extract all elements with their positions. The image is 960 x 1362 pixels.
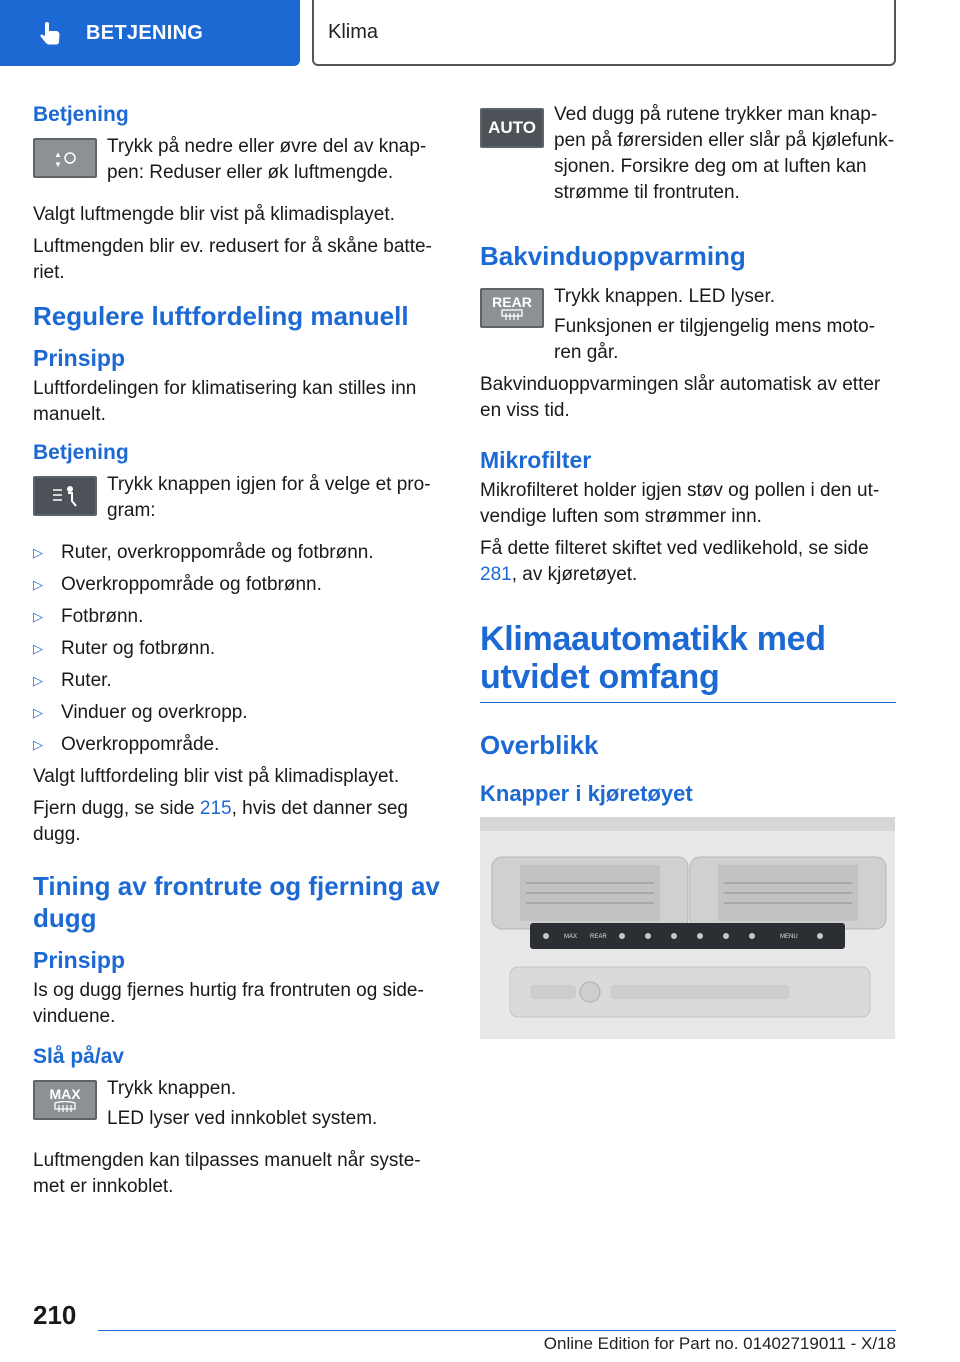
rear-defrost-button-icon: REAR xyxy=(480,288,544,328)
auto-row xyxy=(480,104,896,210)
chapter-tab xyxy=(312,0,896,66)
max-text-1: Trykk knappen. xyxy=(107,1078,237,1099)
page-number: 210 xyxy=(33,1300,77,1330)
heading-tining: Tining av frontrute og fjerning av dugg xyxy=(33,871,440,933)
program-list-item xyxy=(33,540,441,566)
max-text-2: LED lyser ved innkoblet system. xyxy=(107,1108,378,1129)
program-text: Trykk knappen igjen for å velge et pro-gram: xyxy=(107,474,431,521)
heading-betjening-2: Betjening xyxy=(33,441,129,464)
svg-text:▼: ▼ xyxy=(54,160,62,168)
heading-knapper: Knapper i kjøretøyet xyxy=(480,781,693,806)
air-distribution-button-icon xyxy=(33,476,97,516)
hand-pointer-icon xyxy=(38,20,64,46)
max-defrost-button-icon: MAX xyxy=(33,1080,97,1120)
auto-button-icon: AUTO xyxy=(480,108,544,148)
triangle-bullet-icon: ▷ xyxy=(33,737,43,752)
page-link-215[interactable]: 215 xyxy=(199,798,232,819)
triangle-bullet-icon: ▷ xyxy=(33,577,43,592)
fan-button-icon xyxy=(33,138,97,178)
heading-mikrofilter: Mikrofilter xyxy=(480,447,592,473)
program-list-item xyxy=(33,732,441,758)
program-list-item xyxy=(33,700,441,726)
paragraph: Is og dugg fjernes hurtig fra frontruten og side-vinduene. xyxy=(33,980,424,1027)
program-list-item xyxy=(33,636,441,662)
heading-slaa: Slå på/av xyxy=(33,1045,125,1068)
paragraph: Luftmengden blir ev. redusert for å skåne batte-riet. xyxy=(33,236,432,283)
heading-bakvindu: Bakvinduoppvarming xyxy=(480,241,746,271)
program-list-item xyxy=(33,668,441,694)
paragraph-dugg-ref: Fjern dugg, se side 215, hvis det danner seg dugg. xyxy=(33,798,408,845)
program-label: Ruter, overkroppområde og fotbrønn. xyxy=(61,542,374,563)
heading-prinsipp-2: Prinsipp xyxy=(33,947,126,973)
paragraph: Bakvinduoppvarmingen slår automatisk av etter en viss tid. xyxy=(480,374,881,421)
triangle-bullet-icon: ▷ xyxy=(33,641,43,656)
chapter-title: Klima xyxy=(328,20,379,43)
program-list-item xyxy=(33,604,441,630)
triangle-bullet-icon: ▷ xyxy=(33,705,43,720)
triangle-bullet-icon: ▷ xyxy=(33,609,43,624)
section-tab xyxy=(0,0,300,66)
heading-klimaautomatikk: Klimaautomatikk med utvidet omfang xyxy=(480,620,896,703)
svg-text:MAX: MAX xyxy=(564,934,578,940)
footer-rule xyxy=(98,1330,896,1331)
heading-overblikk: Overblikk xyxy=(480,730,599,760)
svg-text:▲: ▲ xyxy=(54,150,62,159)
rear-text-2: Funksjonen er tilgjengelig mens moto-ren går. xyxy=(554,316,876,363)
paragraph: Valgt luftmengde blir vist på klimadisplayet. xyxy=(33,204,395,225)
program-row xyxy=(33,472,441,528)
triangle-bullet-icon: ▷ xyxy=(33,545,43,560)
paragraph: Mikrofilteret holder igjen støv og pollen i den ut-vendige luften som strømmer inn. xyxy=(480,480,880,527)
airflow-text: Trykk på nedre eller øvre del av knap-pen: Reduser eller øk luftmengde. xyxy=(107,136,427,183)
program-label: Overkroppområde. xyxy=(61,734,220,755)
max-row xyxy=(33,1076,441,1136)
paragraph: Luftmengden kan tilpasses manuelt når syste-met er innkoblet. xyxy=(33,1150,421,1197)
section-title: BETJENING xyxy=(86,21,204,44)
page-link-281[interactable]: 281 xyxy=(480,564,512,585)
paragraph: Valgt luftfordeling blir vist på klimadisplayet. xyxy=(33,766,400,787)
program-label: Vinduer og overkropp. xyxy=(61,702,248,723)
program-label: Fotbrønn. xyxy=(61,606,144,627)
program-list-item xyxy=(33,572,441,598)
paragraph: Luftfordelingen for klimatisering kan stilles inn manuelt. xyxy=(33,378,417,425)
climate-panel-photo xyxy=(480,817,895,1039)
right-column xyxy=(480,104,896,1039)
footer-edition: Online Edition for Part no. 01402719011 - X/18 xyxy=(543,1334,896,1353)
rear-text-1: Trykk knappen. LED lyser. xyxy=(554,286,776,307)
heading-regulere: Regulere luftfordeling manuell xyxy=(33,301,409,331)
program-label: Ruter og fotbrønn. xyxy=(61,638,216,659)
heading-betjening: Betjening xyxy=(33,103,129,126)
svg-text:MENU: MENU xyxy=(780,934,798,940)
svg-text:REAR: REAR xyxy=(590,934,607,940)
rear-row xyxy=(480,284,896,370)
paragraph-filter-ref: Få dette filteret skiftet ved vedlikehold, se side 281, av kjøretøyet. xyxy=(480,538,869,585)
airflow-row xyxy=(33,134,441,190)
program-label: Ruter. xyxy=(61,670,112,691)
triangle-bullet-icon: ▷ xyxy=(33,673,43,688)
program-list xyxy=(33,540,441,758)
heading-prinsipp: Prinsipp xyxy=(33,345,126,371)
program-label: Overkroppområde og fotbrønn. xyxy=(61,574,322,595)
left-column xyxy=(33,96,441,1206)
auto-text: Ved dugg på rutene trykker man knap-pen på førersiden eller slår på kjølefunk-sjonen. Forsikre deg om at luften kan strømme til frontruten. xyxy=(554,104,895,203)
